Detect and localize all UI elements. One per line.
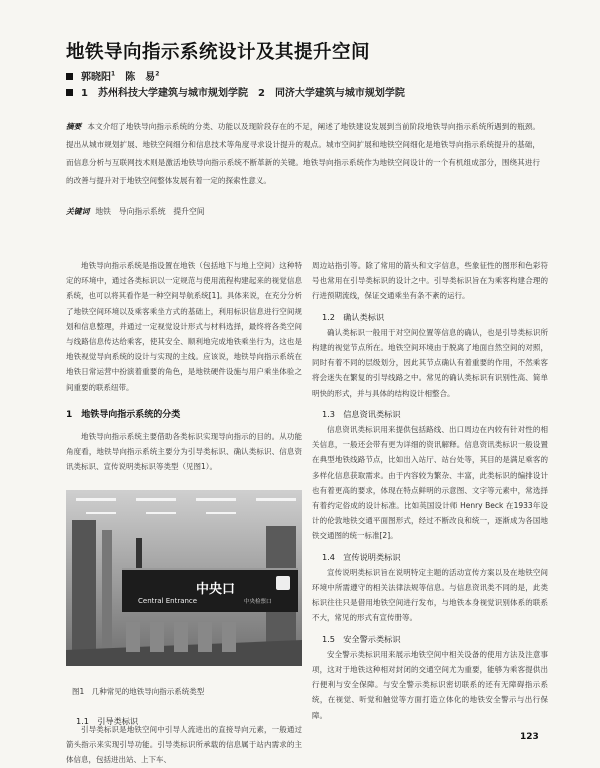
body-paragraph: 周边站指引等。除了常用的箭头和文字信息，些象征性的图形和色彩符号也常用在引导类标识的设计之中。引导类标识旨在为乘客构建合理的行进预期流线，保证交通乘坐有条不紊的运行。 <box>312 261 548 301</box>
subsection-heading: 1.3 信息资讯类标识 <box>322 408 401 419</box>
abstract-label: 摘要 <box>66 122 82 131</box>
page-number: 123 <box>520 732 539 742</box>
square-bullet-icon <box>66 73 73 80</box>
sign-english-text: Central Entrance <box>138 597 198 605</box>
subsection-heading: 1.4 宣传说明类标识 <box>322 551 401 562</box>
subsection-heading: 1.5 安全警示类标识 <box>322 633 401 644</box>
author-1-sup: 1 <box>111 70 116 78</box>
right-column <box>312 258 548 723</box>
exit-pictogram-icon <box>276 576 290 590</box>
affil-2-text: 同济大学建筑与城市规划学院 <box>274 88 405 99</box>
affil-1-text: 苏州科技大学建筑与城市规划学院 <box>97 88 248 99</box>
section-heading: 1 地铁导向指示系统的分类 <box>66 409 181 420</box>
figure-1-photo <box>66 490 302 666</box>
body-paragraph: 信息资讯类标识用来提供包括路线、出口周边在内较有针对性的相关信息，一般还会带有更为详细的资讯解释。信息资讯类标识一般设置在典型地铁线路节点，比如出入站厅、站台处等，其目的是满足乘客的多样化信息获取需求。由于内容较为繁杂、丰富，此类标识的编排设计也有着更高的要求，体现在特点鲜明的示意图、文字等元素中，常选择有着约定俗成的设计标准。比如英国设计师 Henry Beck 在1933年设计的伦敦地铁交通平面图形式，经过不断改良和统一，逐渐成为各国地铁交通图的统一标准[2]。 <box>312 425 548 541</box>
body-paragraph: 宣传说明类标识旨在说明特定主题的活动宣传方案以及在地铁空间环境中所需遵守的相关法律法规等信息。与信息资讯类不同的是，此类标识往往只是借用地铁空间进行发布，与地铁本身视觉识别体系的联系不大，常见的形式有宣传册等。 <box>312 567 548 623</box>
affiliation-line <box>66 84 405 99</box>
body-paragraph: 地铁导向指示系统主要借助各类标识实现导向指示的目的。从功能角度看，地铁导向指示系统主要分为引导类标识、确认类标识、信息资讯类标识、宣传说明类标识等类型（见图1）。 <box>66 432 302 472</box>
subsection-heading: 1.1 引导类标识 <box>76 716 139 726</box>
abstract <box>66 118 540 190</box>
left-bottom-paragraph-wrap <box>66 722 302 765</box>
author-line <box>66 68 159 83</box>
body-paragraph: 地铁导向指示系统是指设置在地铁（包括地下与地上空间）这种特定的环境中，通过各类标识以一定规范与使用流程构建起来的视觉信息系统，也可以将其看作是一种空间导航系统[1]。具体来说，在充分分析了地铁空间环境以及乘客乘坐方式的基础上，利用标识信息进行空间规划和信息整理，并通过一定视觉设计形式与材料选择，最终将各类空间与线路信息传达给乘客，使其安全、顺利地完成地铁乘坐行为，这也是地铁视觉导向系统的设计与实现的主线。应该说，地铁导向指示系统在地铁日常运营中扮演着重要的角色，是地铁硬件设施与用户乘坐体验之间重要的联系纽带。 <box>66 261 302 392</box>
body-paragraph: 引导类标识是地铁空间中引导人流进出的直接导向元素，一般通过箭头指示来实现引导功能。引导类标识所承载的信息属于站内需求的主体信息，包括进出站、上下车、 <box>66 725 302 765</box>
sign-sub-text: 中央检票口 <box>244 599 272 605</box>
left-column <box>66 258 302 475</box>
author-2: 陈 易 <box>125 72 156 83</box>
abstract-text: 本文介绍了地铁导向指示系统的分类、功能以及现阶段存在的不足，阐述了地铁建设发展到当前阶段地铁导向指示系统所遇到的瓶颈。提出从城市规划扩展、地铁空间细分和信息技术等角度寻求设计提升的观点。城市空间扩展和地铁空间细化是地铁导向指示系统提升的基础，而信息分析与互联网技术则是激活地铁导向指示系统不断革新的关键。地铁导向指示系统作为地铁空间设计的一个有机组成部分，围绕其进行的改善与提升对于地铁空间整体发展有着一定的探索性意义。 <box>66 122 541 185</box>
keywords <box>66 206 205 217</box>
affil-2-number: 2 <box>257 88 265 99</box>
sign-main-text: 中央口 <box>196 582 236 597</box>
figure-caption: 图1 几种常见的地铁导向指示系统类型 <box>72 687 205 696</box>
square-bullet-icon <box>66 89 73 96</box>
affil-1-number: 1 <box>81 88 88 99</box>
keywords-text: 地铁 导向指示系统 提升空间 <box>95 207 205 216</box>
author-1: 郭晓阳 <box>81 72 111 83</box>
body-paragraph: 安全警示类标识用来展示地铁空间中相关设备的使用方法及注意事项，这对于地铁这种相对封闭的交通空间尤为重要，能够为乘客提供出行便利与安全保障。与安全警示类标识密切联系的还有无障碍指示系统，在视觉、听觉和触觉等方面打造立体化的地铁安全警示与出行保障。 <box>312 649 548 720</box>
subway-station-photo <box>66 490 302 666</box>
article-title: 地铁导向指示系统设计及其提升空间 <box>66 42 371 63</box>
keywords-label: 关键词 <box>66 207 90 216</box>
author-2-sup: 2 <box>155 70 160 78</box>
subsection-heading: 1.2 确认类标识 <box>322 311 385 322</box>
body-paragraph: 确认类标识一般用于对空间位置等信息的确认，也是引导类标识所构建的视觉节点所在。地铁空间环境由于脱离了地面自然空间的对照，同时有着不同的层级划分，因此其节点确认有着重要的作用，不然乘客将会迷失在繁复的引导线路之中。常见的确认类标识有识别性高、简单明快的形式，并与具体的结构设计相整合。 <box>312 327 548 398</box>
